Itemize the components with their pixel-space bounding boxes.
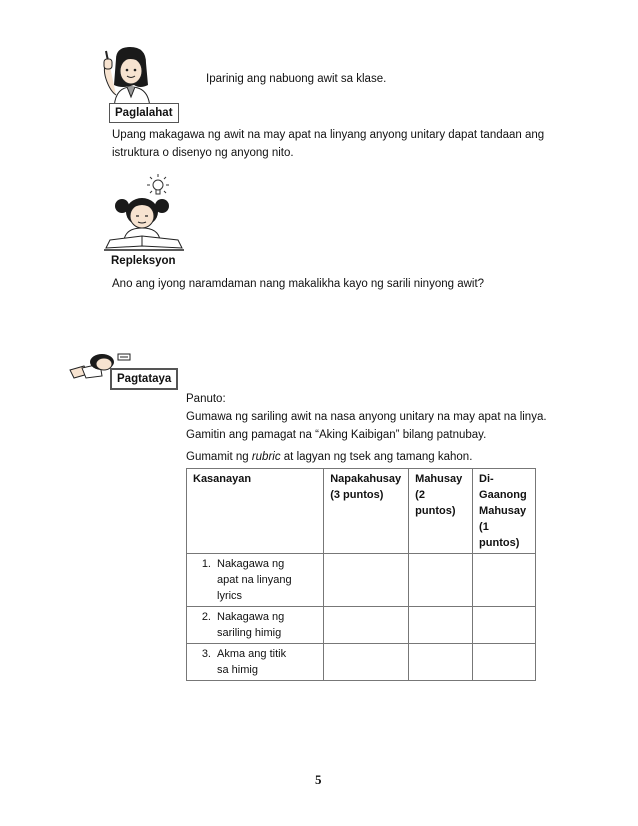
- panuto-line-2: Gamitin ang pamagat na “Aking Kaibigan” bilang patnubay.: [186, 429, 487, 441]
- rubric-instruction-pre: Gumamit ng: [186, 451, 252, 463]
- criterion-cell: [187, 607, 324, 644]
- header-kasanayan: Kasanayan: [187, 469, 324, 554]
- girl-reading-icon: [102, 190, 186, 252]
- repleksyon-label: Repleksyon: [111, 255, 176, 267]
- paglalahat-instruction: Iparinig ang nabuong awit sa klase.: [206, 73, 387, 85]
- girl-pointing-icon: [94, 45, 164, 111]
- criterion-number: 3.: [201, 648, 211, 660]
- checkbox-cell-mahusay[interactable]: [409, 554, 473, 607]
- checkbox-cell-napakahusay[interactable]: [324, 607, 409, 644]
- page-number: 5: [315, 772, 322, 787]
- table-row: [187, 644, 536, 681]
- table-row: [187, 607, 536, 644]
- criterion-cell: [187, 554, 324, 607]
- checkbox-cell-di-gaanong-mahusay[interactable]: [473, 607, 536, 644]
- criterion-text: Nakagawa ng apat na linyang lyrics: [217, 558, 292, 602]
- repleksyon-question: Ano ang iyong naramdaman nang makalikha kayo ng sarili ninyong awit?: [112, 278, 485, 290]
- criterion-text: Akma ang titik sa himig: [217, 648, 287, 676]
- criterion-text: Nakagawa ng sariling himig: [217, 611, 285, 639]
- rubric-instruction: [186, 448, 472, 466]
- panuto-line-1: Gumawa ng sariling awit na nasa anyong unitary na may apat na linya.: [186, 411, 547, 423]
- checkbox-cell-napakahusay[interactable]: [324, 554, 409, 607]
- checkbox-cell-di-gaanong-mahusay[interactable]: [473, 644, 536, 681]
- pagtataya-label: Pagtataya: [110, 368, 178, 390]
- panuto-label: Panuto:: [186, 393, 226, 405]
- criterion-cell: [187, 644, 324, 681]
- checkbox-cell-mahusay[interactable]: [409, 607, 473, 644]
- header-napakahusay: Napakahusay (3 puntos): [324, 469, 409, 554]
- header-mahusay: Mahusay (2 puntos): [409, 469, 473, 554]
- table-row: [187, 554, 536, 607]
- rubric-table: [186, 468, 536, 681]
- rubric-header-row: [187, 469, 536, 554]
- checkbox-cell-napakahusay[interactable]: [324, 644, 409, 681]
- checkbox-cell-di-gaanong-mahusay[interactable]: [473, 554, 536, 607]
- rubric-instruction-post: at lagyan ng tsek ang tamang kahon.: [280, 451, 473, 463]
- paglalahat-body: Upang makagawa ng awit na may apat na linyang anyong unitary dapat tandaan ang istruktura o disenyo ng anyong nito.: [112, 129, 545, 159]
- rubric-word: rubric: [251, 451, 281, 463]
- paglalahat-label: Paglalahat: [109, 103, 179, 123]
- criterion-number: 2.: [201, 611, 211, 623]
- criterion-number: 1.: [201, 558, 211, 570]
- checkbox-cell-mahusay[interactable]: [409, 644, 473, 681]
- header-di-gaanong-mahusay: Di-Gaanong Mahusay (1 puntos): [473, 469, 536, 554]
